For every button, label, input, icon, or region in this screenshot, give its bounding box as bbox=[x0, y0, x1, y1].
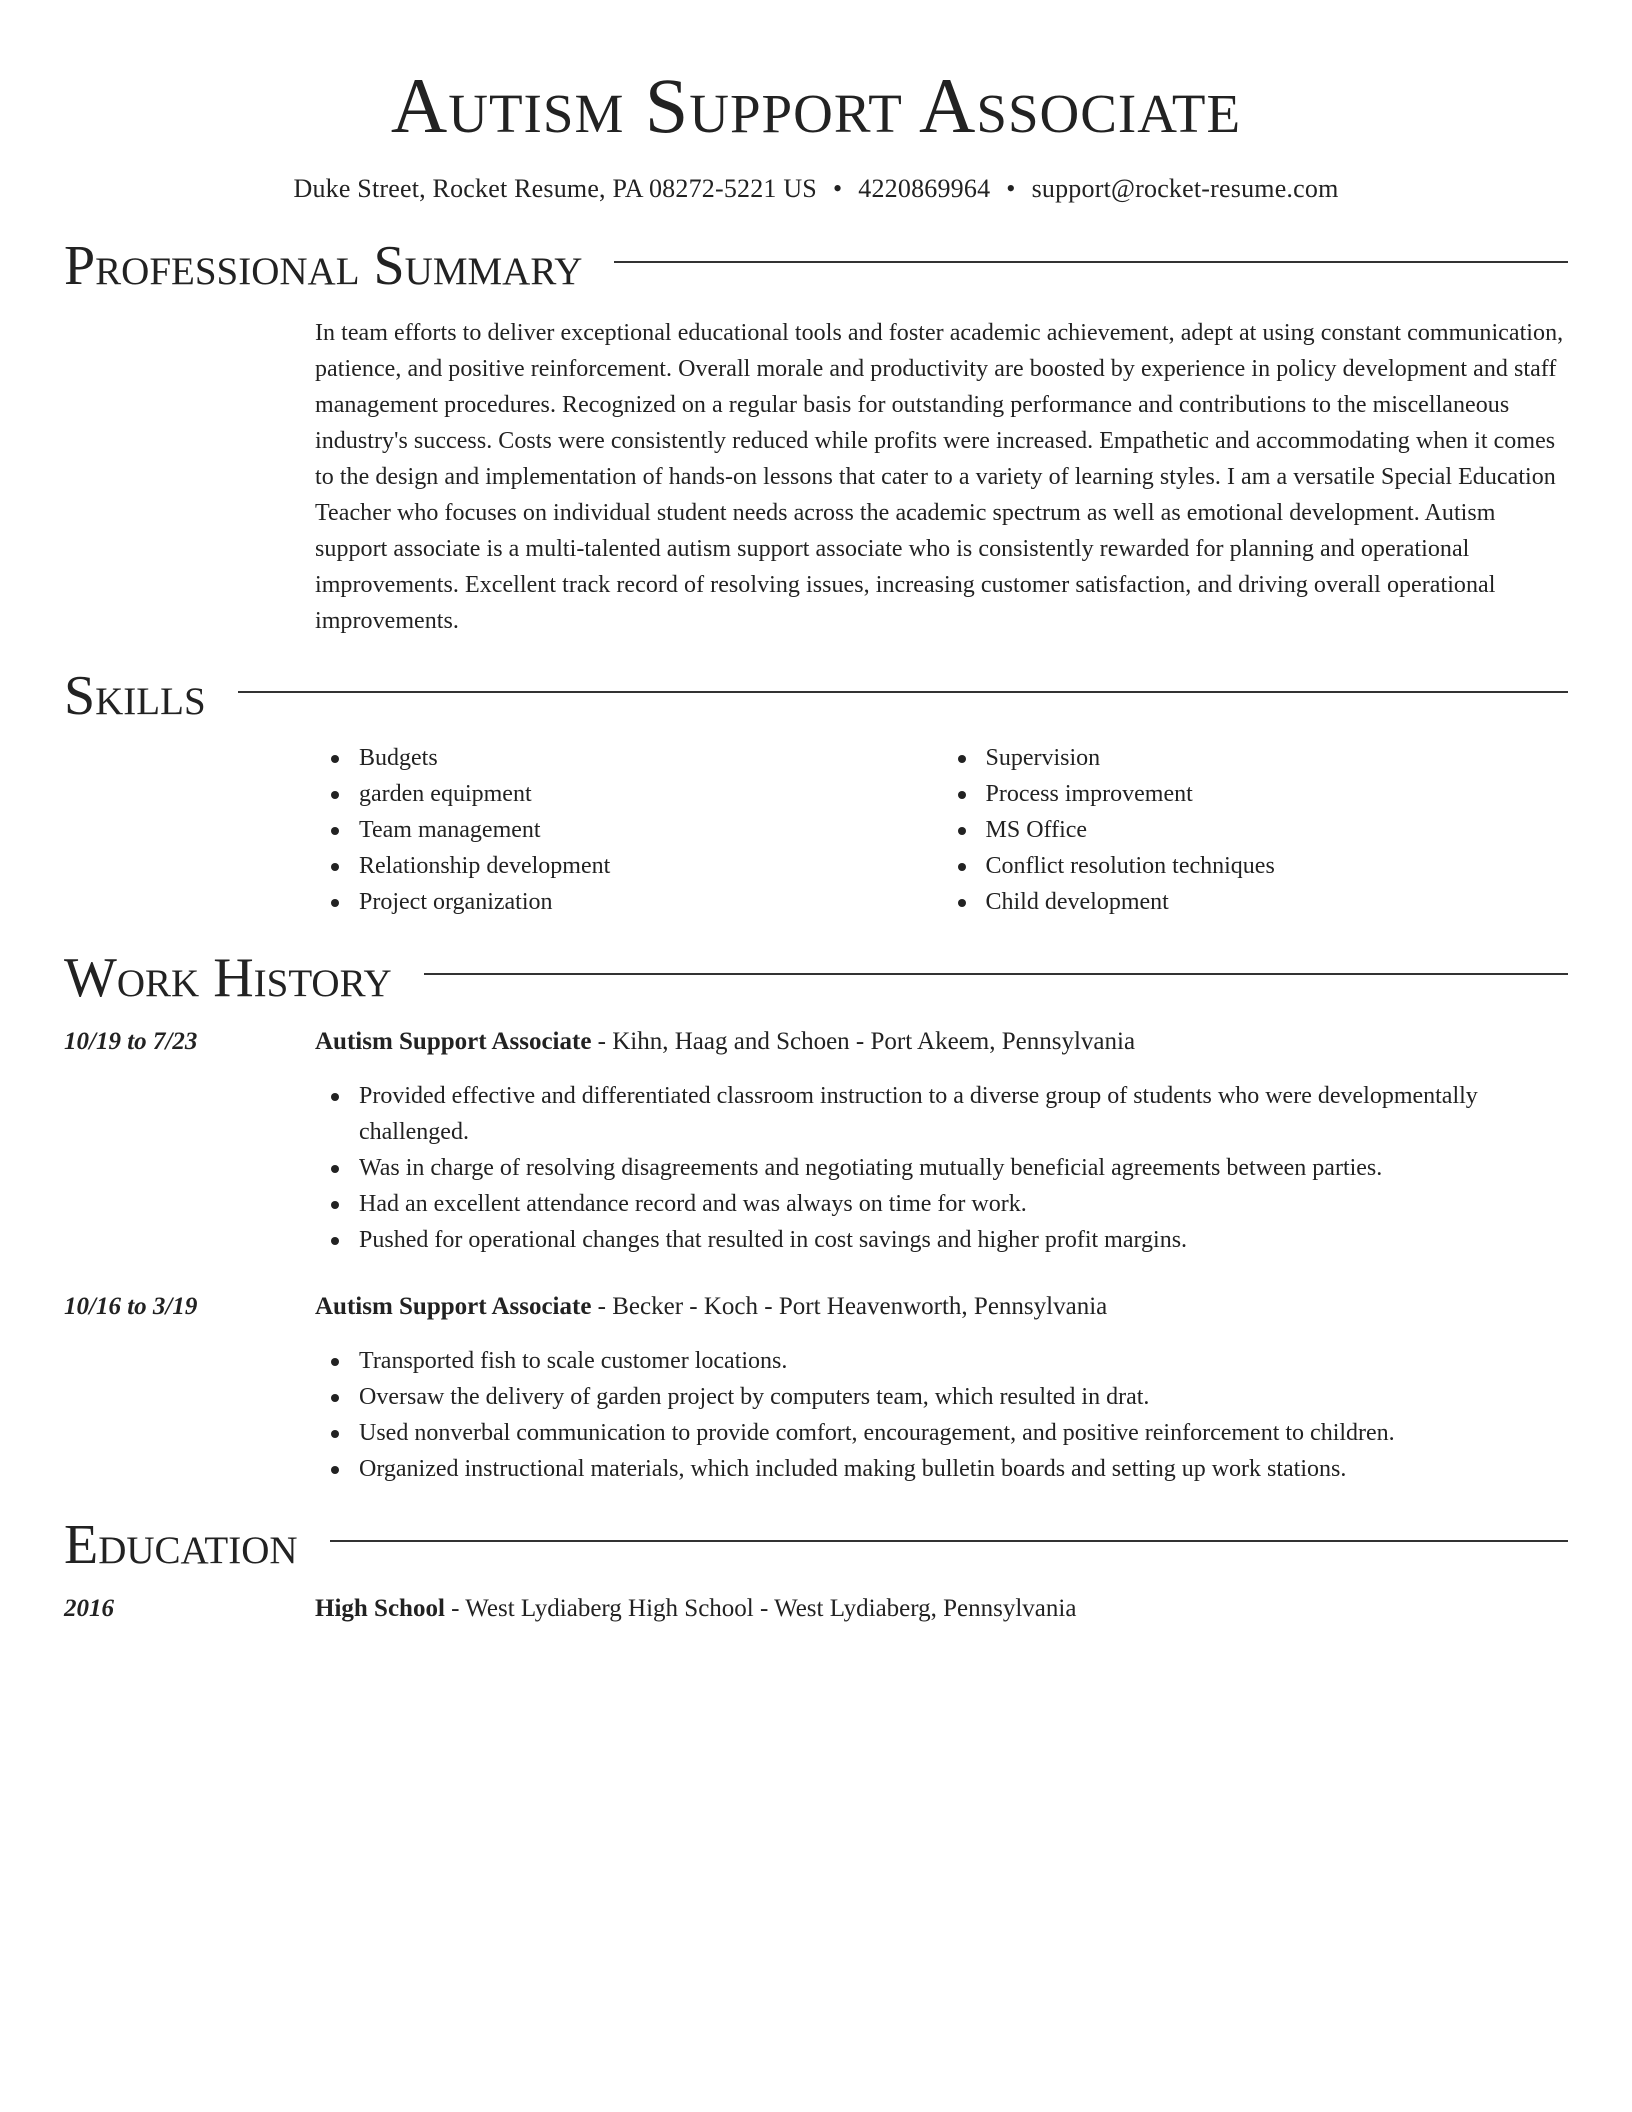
skill-item: Relationship development bbox=[359, 848, 942, 884]
job-employer: - Becker - Koch - Port Heavenworth, Pennsylvania bbox=[591, 1293, 1108, 1320]
job-bullet: Organized instructional materials, which included making bulletin boards and setting up work stations. bbox=[359, 1451, 1568, 1487]
skills-column-right bbox=[942, 740, 1569, 920]
job-bullet: Used nonverbal communication to provide comfort, encouragement, and positive reinforcement to children. bbox=[359, 1415, 1568, 1451]
skills-column-left bbox=[315, 740, 942, 920]
job-bullet-list bbox=[315, 1343, 1568, 1487]
education-school: - West Lydiaberg High School - West Lydiaberg, Pennsylvania bbox=[444, 1595, 1077, 1622]
skills-section bbox=[315, 740, 1568, 920]
section-divider bbox=[330, 1540, 1568, 1542]
work-section-header bbox=[64, 946, 1568, 1010]
job-role: Autism Support Associate bbox=[315, 1293, 592, 1320]
section-title-work: Work History bbox=[64, 947, 392, 1009]
contact-separator: • bbox=[832, 174, 843, 203]
skill-item: Project organization bbox=[359, 884, 942, 920]
summary-section bbox=[315, 315, 1568, 639]
job-details bbox=[315, 1078, 1568, 1258]
job-heading bbox=[315, 1024, 1135, 1060]
job-bullet-list bbox=[315, 1078, 1568, 1258]
job-dates: 10/16 to 3/19 bbox=[64, 1293, 198, 1320]
resume-page bbox=[64, 0, 1568, 1627]
skill-item: Process improvement bbox=[986, 776, 1569, 812]
job-entry bbox=[64, 1289, 1568, 1487]
skill-item: Budgets bbox=[359, 740, 942, 776]
job-bullet: Pushed for operational changes that resulted in cost savings and higher profit margins. bbox=[359, 1222, 1568, 1258]
contact-address: Duke Street, Rocket Resume, PA 08272-5221 US bbox=[293, 174, 817, 203]
job-bullet: Had an excellent attendance record and was always on time for work. bbox=[359, 1186, 1568, 1222]
job-header bbox=[64, 1024, 1568, 1060]
skills-grid bbox=[315, 740, 1568, 920]
skill-item: Child development bbox=[986, 884, 1569, 920]
summary-text: In team efforts to deliver exceptional educational tools and foster academic achievement, adept at using constant communication, patience, and positive reinforcement. Overall morale and productivity are boosted by experience in policy development and staff management procedures. Recognized on a regular basis for outstanding performance and contributions to the miscellaneous industry's success. Costs were consistently reduced while profits were increased. Empathetic and accommodating when it comes to the design and implementation of hands-on lessons that cater to a variety of learning styles. I am a versatile Special Education Teacher who focuses on individual student needs across the academic spectrum as well as emotional development. Autism support associate is a multi-talented autism support associate who is consistently rewarded for planning and operational improvements. Excellent track record of resolving issues, increasing customer satisfaction, and driving overall operational improvements. bbox=[315, 320, 1564, 634]
job-bullet: Provided effective and differentiated classroom instruction to a diverse group of students who were developmentally challenged. bbox=[359, 1078, 1568, 1150]
skill-item: MS Office bbox=[986, 812, 1569, 848]
skills-section-header bbox=[64, 664, 1568, 728]
job-details bbox=[315, 1343, 1568, 1487]
job-entry bbox=[64, 1024, 1568, 1258]
education-section-header bbox=[64, 1513, 1568, 1577]
job-role: Autism Support Associate bbox=[315, 1028, 592, 1055]
education-heading bbox=[315, 1591, 1076, 1627]
contact-separator: • bbox=[1006, 174, 1016, 203]
contact-phone[interactable]: 4220869964 bbox=[858, 174, 991, 203]
section-title-education: Education bbox=[64, 1514, 298, 1576]
skill-item: Team management bbox=[359, 812, 942, 848]
job-heading bbox=[315, 1289, 1107, 1325]
education-year: 2016 bbox=[64, 1595, 114, 1622]
summary-section-header bbox=[64, 234, 1568, 298]
skill-item: Supervision bbox=[986, 740, 1569, 776]
education-entry bbox=[64, 1591, 1568, 1627]
contact-email[interactable]: support@rocket-resume.com bbox=[1031, 174, 1339, 203]
skill-item: Conflict resolution techniques bbox=[986, 848, 1569, 884]
section-title-summary: Professional Summary bbox=[64, 235, 583, 297]
contact-line bbox=[64, 172, 1568, 206]
section-divider bbox=[238, 691, 1568, 693]
section-title-skills: Skills bbox=[64, 665, 206, 727]
job-bullet: Transported fish to scale customer locations. bbox=[359, 1343, 1568, 1379]
job-bullet: Was in charge of resolving disagreements and negotiating mutually beneficial agreements between parties. bbox=[359, 1150, 1568, 1186]
education-header bbox=[64, 1591, 1568, 1627]
section-divider bbox=[424, 973, 1568, 975]
skill-item: garden equipment bbox=[359, 776, 942, 812]
job-dates: 10/19 to 7/23 bbox=[64, 1028, 198, 1055]
job-bullet: Oversaw the delivery of garden project by computers team, which resulted in drat. bbox=[359, 1379, 1568, 1415]
job-employer: - Kihn, Haag and Schoen - Port Akeem, Pennsylvania bbox=[591, 1028, 1136, 1055]
section-divider bbox=[614, 261, 1568, 263]
education-degree: High School bbox=[315, 1595, 445, 1622]
resume-name: Autism Support Associate bbox=[390, 62, 1242, 149]
job-header bbox=[64, 1289, 1568, 1325]
